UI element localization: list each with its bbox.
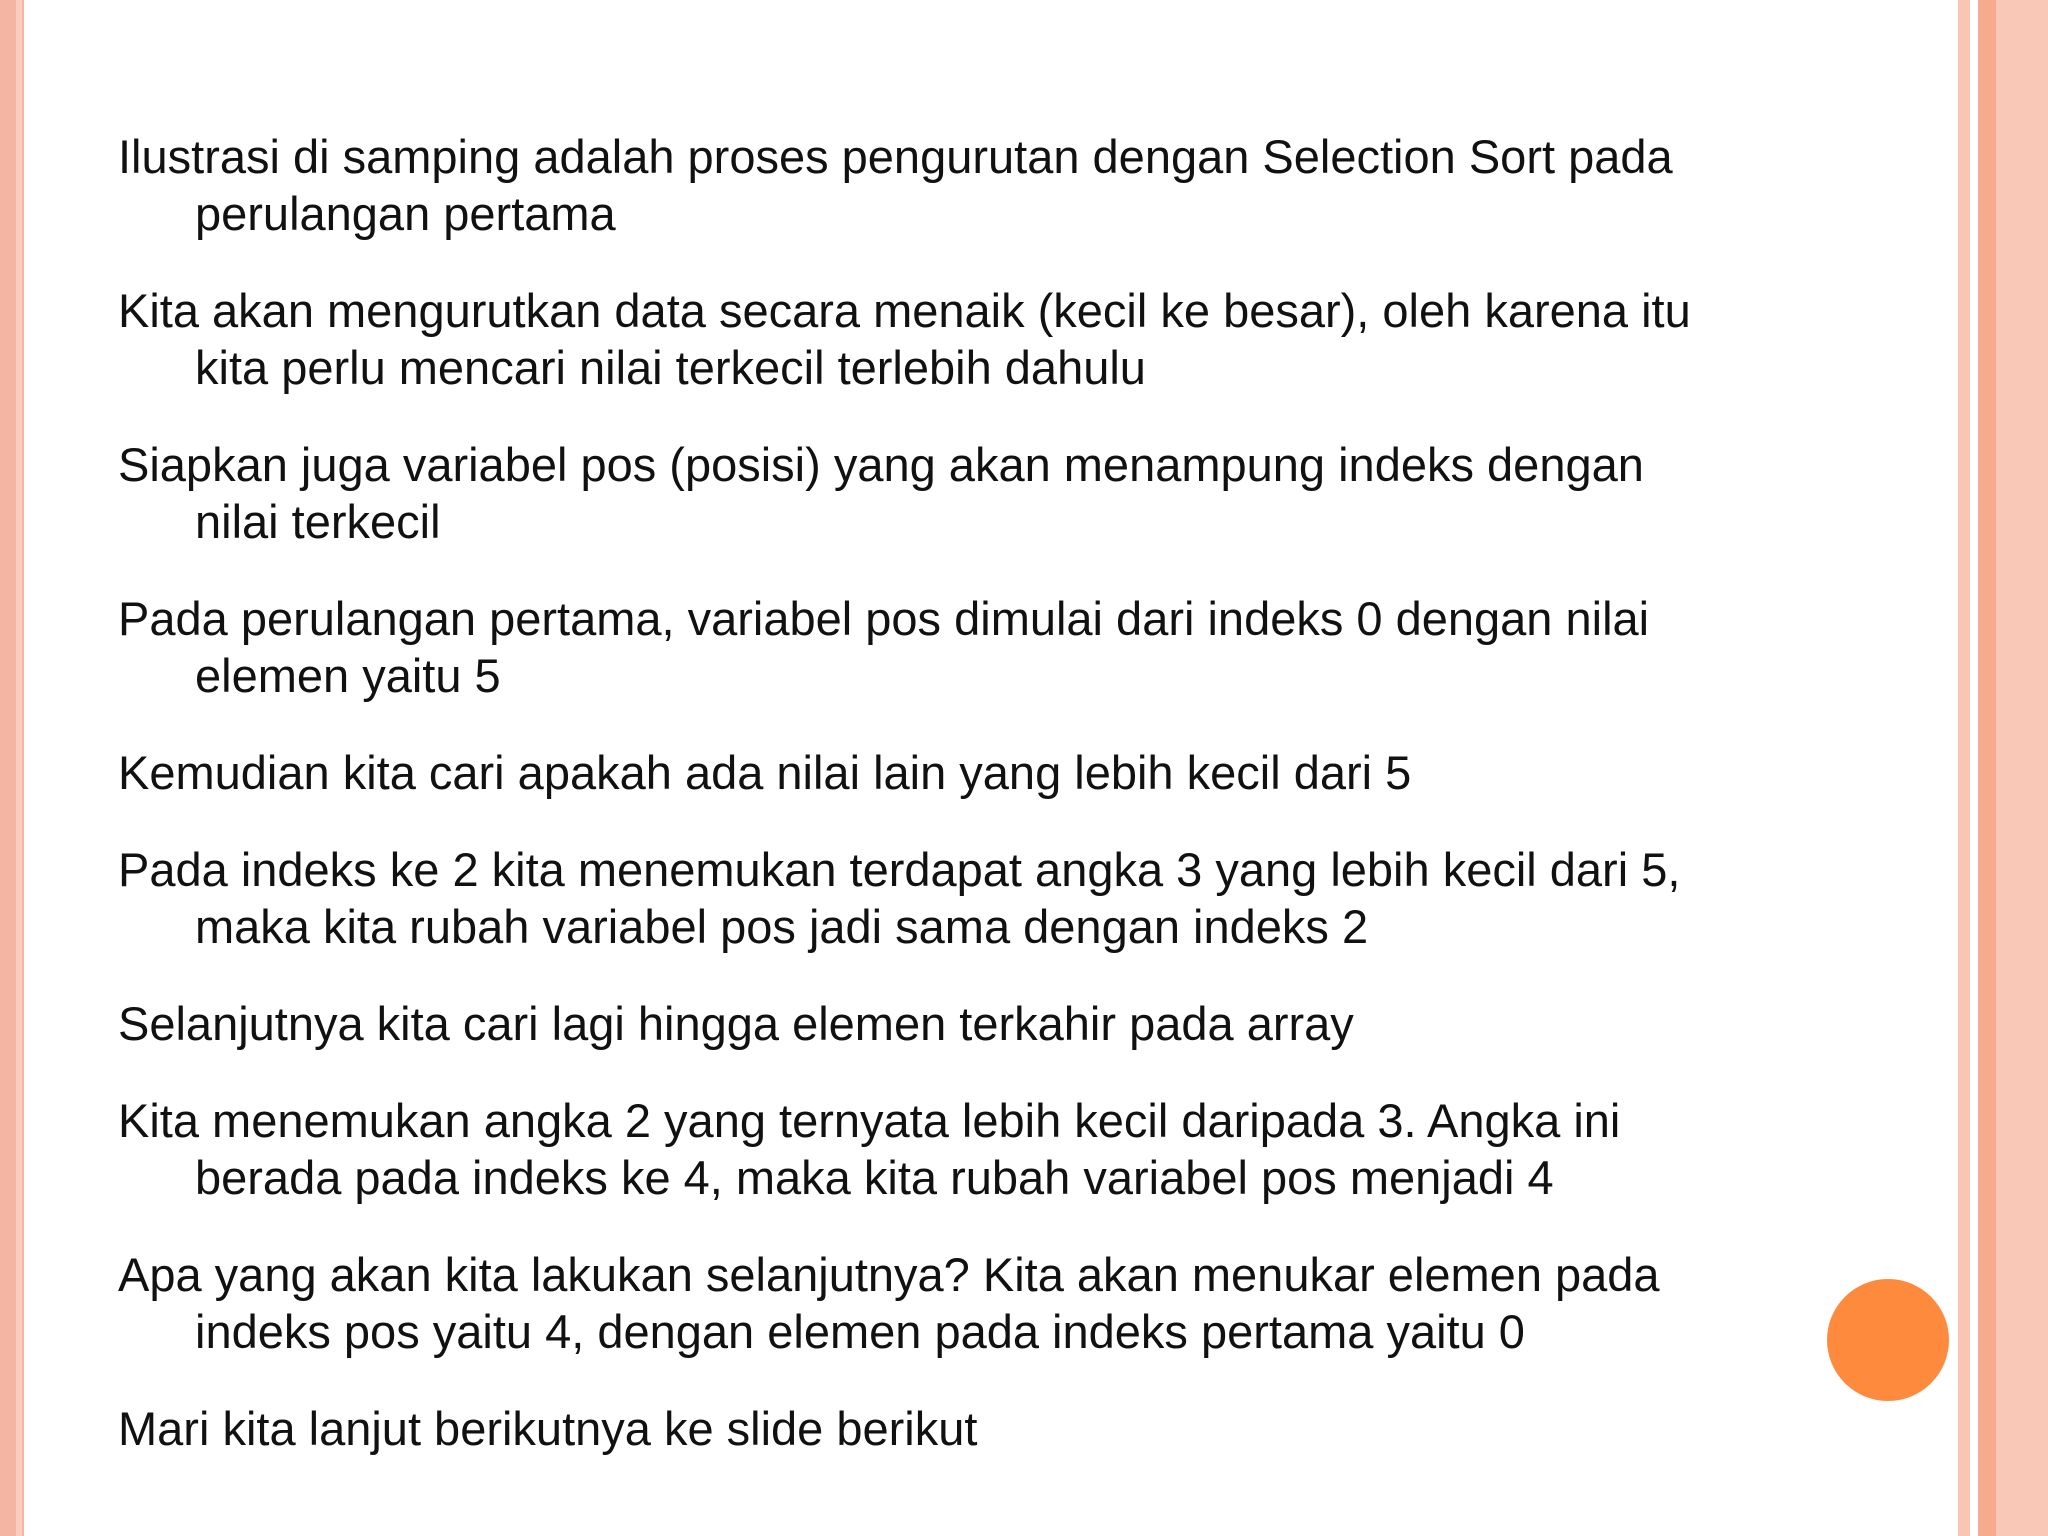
bullet-item: Pada indeks ke 2 kita menemukan terdapat angka 3 yang lebih kecil dari 5, maka kita rubah variabel pos jadi sama dengan indeks 2 [118, 843, 1681, 953]
bullet-item: Pada perulangan pertama, variabel pos dimulai dari indeks 0 dengan nilai elemen yaitu 5 [118, 592, 1650, 702]
bullet-item: Mari kita lanjut berikutnya ke slide berikut [118, 1402, 978, 1455]
left-border-inner-decoration [16, 0, 22, 1536]
bullet-item: Siapkan juga variabel pos (posisi) yang akan menampung indeks dengan nilai terkecil [118, 438, 1644, 548]
bullet-item: Apa yang akan kita lakukan selanjutnya? Kita akan menukar elemen pada indeks pos yaitu 4, dengan elemen pada indeks pertama yaitu 0 [118, 1248, 1660, 1358]
right-stripe-gap [1970, 0, 1978, 1536]
bullet-item: Ilustrasi di samping adalah proses pengurutan dengan Selection Sort pada perulangan pertama [118, 130, 1673, 240]
bullet-list [118, 128, 1718, 1497]
bullet-item: Selanjutnya kita cari lagi hingga elemen terkahir pada array [118, 997, 1354, 1050]
right-stripe-decoration [1978, 0, 1996, 1536]
right-stripe-decoration [1958, 0, 1970, 1536]
accent-circle [1827, 1279, 1949, 1401]
bullet-item: Kemudian kita cari apakah ada nilai lain yang lebih kecil dari 5 [118, 746, 1412, 799]
right-stripe-decoration [1996, 0, 2048, 1536]
bullet-item: Kita akan mengurutkan data secara menaik (kecil ke besar), oleh karena itu kita perlu mencari nilai terkecil terlebih dahulu [118, 284, 1691, 394]
bullet-item: Kita menemukan angka 2 yang ternyata lebih kecil daripada 3. Angka ini berada pada indeks ke 4, maka kita rubah variabel pos menjadi 4 [118, 1094, 1621, 1204]
